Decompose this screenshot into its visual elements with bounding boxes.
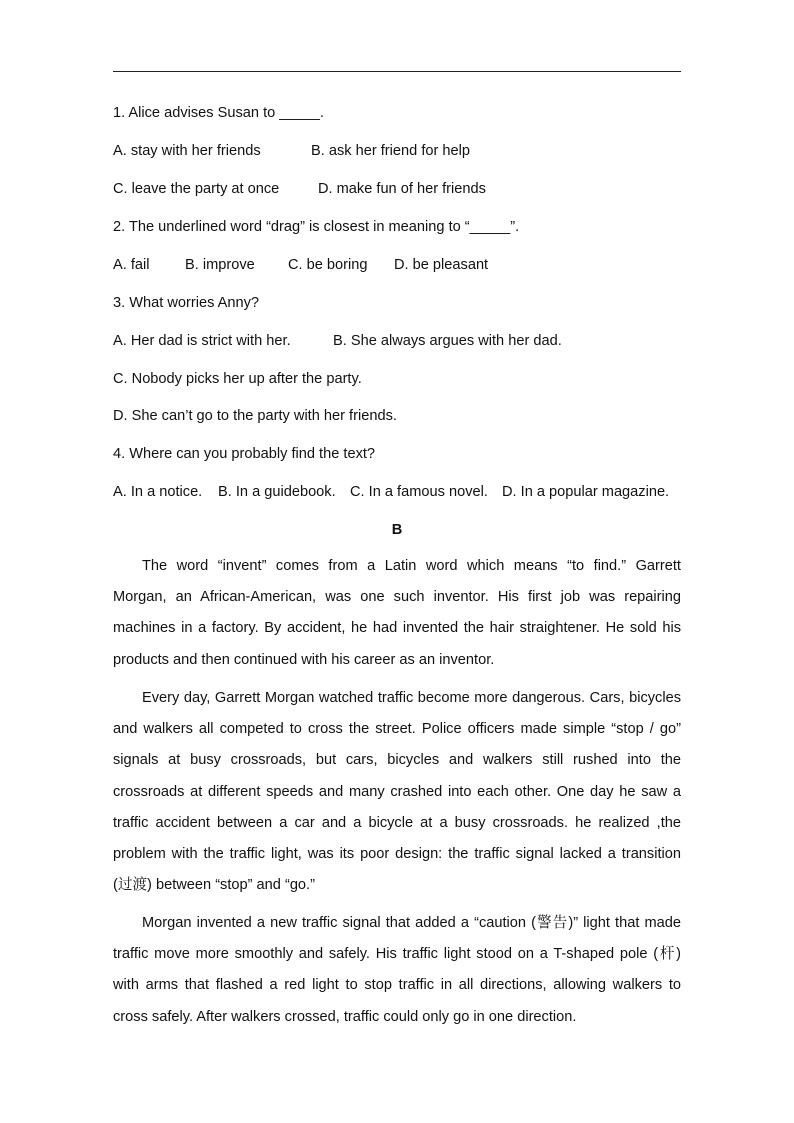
- question-3-stem: 3. What worries Anny?: [113, 295, 260, 311]
- question-3-option-d: D. She can’t go to the party with her friends.: [113, 408, 397, 424]
- paragraph-1-line: Morgan, an African-American, was one such inventor. His first job was repairing: [113, 589, 681, 606]
- question-4-options-row: [113, 483, 669, 501]
- paragraph-2: [113, 683, 681, 901]
- question-1-options-row-2: [113, 180, 486, 198]
- paragraph-3-line: traffic move more smoothly and safely. His traffic light stood on a T-shaped pole (杆): [113, 946, 681, 963]
- question-3-options-row: [113, 332, 562, 350]
- paragraph-2-line: (过渡) between “stop” and “go.”: [113, 877, 315, 894]
- paragraph-1-line: The word “invent” comes from a Latin word which means “to find.” Garrett: [142, 558, 681, 574]
- question-4-stem: 4. Where can you probably find the text?: [113, 446, 376, 462]
- question-4-option-d: D. In a popular magazine.: [502, 484, 670, 500]
- question-4-option-a: A. In a notice.: [113, 484, 203, 500]
- paragraph-3-line: cross safely. After walkers crossed, traffic could only go in one direction.: [113, 1008, 577, 1025]
- question-2-option-c: C. be boring: [288, 257, 368, 273]
- question-3-option-b: B. She always argues with her dad.: [333, 333, 562, 349]
- paragraph-3-line: with arms that flashed a red light to stop traffic in all directions, allowing walkers to: [113, 977, 681, 994]
- question-2-option-b: B. improve: [185, 257, 255, 273]
- question-2-stem: 2. The underlined word “drag” is closest in meaning to “_____”.: [113, 219, 520, 235]
- question-1-option-c: C. leave the party at once: [113, 181, 280, 197]
- section-b-title: B: [391, 522, 403, 538]
- paragraph-1: [113, 551, 681, 676]
- question-2-option-a: A. fail: [113, 257, 150, 273]
- paragraph-2-line: and walkers all competed to cross the street. Police officers made simple “stop / go”: [113, 721, 681, 738]
- question-2-option-d: D. be pleasant: [394, 257, 489, 273]
- question-1-option-d: D. make fun of her friends: [318, 181, 486, 197]
- question-1-stem: 1. Alice advises Susan to _____.: [113, 105, 324, 121]
- question-4-option-b: B. In a guidebook.: [218, 484, 336, 500]
- paragraph-2-line: problem with the traffic light, was its poor design: the traffic signal lacked a transition: [113, 846, 681, 863]
- header-rule: [113, 71, 681, 72]
- paragraph-1-line: products and then continued with his career as an inventor.: [113, 651, 495, 668]
- paragraph-2-line: traffic accident between a car and a bicycle at a busy crossroads. he realized ,the: [113, 814, 681, 831]
- question-4-option-c: C. In a famous novel.: [350, 484, 488, 500]
- paragraph-3-line: Morgan invented a new traffic signal that added a “caution (警告)” light that made: [142, 915, 681, 931]
- question-3-option-a: A. Her dad is strict with her.: [113, 333, 291, 349]
- question-1-option-a: A. stay with her friends: [113, 143, 261, 159]
- paragraph-3: [113, 908, 681, 1033]
- paragraph-2-line: crossroads at different speeds and many crashed into each other. One day he saw a: [113, 783, 681, 800]
- question-3-option-c: C. Nobody picks her up after the party.: [113, 371, 362, 387]
- paragraph-1-line: machines in a factory. By accident, he had invented the hair straightener. He sold his: [113, 620, 681, 637]
- paragraph-2-line: signals at busy crossroads, but cars, bicycles and walkers still rushed into the: [113, 752, 681, 769]
- question-1-option-b: B. ask her friend for help: [311, 143, 470, 159]
- question-2-options-row: [113, 256, 488, 274]
- paragraph-2-line: Every day, Garrett Morgan watched traffic become more dangerous. Cars, bicycles: [142, 690, 681, 706]
- question-1-options-row-1: [113, 142, 470, 160]
